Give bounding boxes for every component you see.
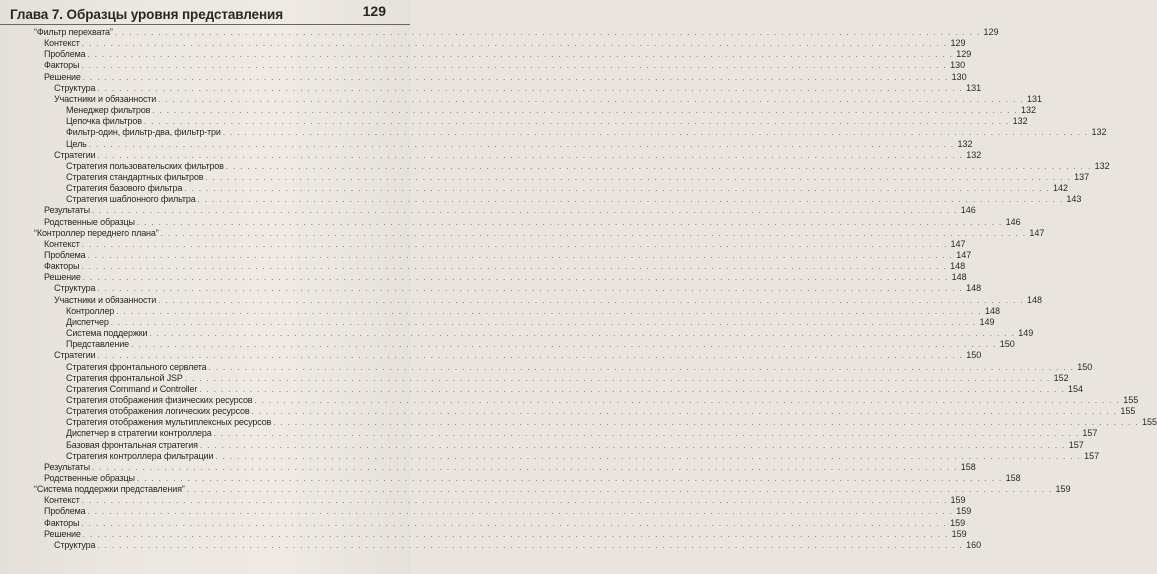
toc-leader-dots: . . . . . . . . . . . . . . . . . . . . . . . . . . . . . . . . . . . . . . . . . . . . . . . . . . . . . . . . . . . . . . . . . . . . . . . . . . . . . . . . . . . . . . . . . . . . . . . . . . . . . . . . . . . . . . . . . . . . . . . . xyxy=(97,150,964,160)
toc-entry-page: 146 xyxy=(960,205,976,216)
toc-entry-page: 148 xyxy=(984,305,1000,316)
toc-entry-title: Стратегия базового фильтра xyxy=(66,183,183,194)
toc-entry-page: 137 xyxy=(1074,171,1090,182)
toc-entry-page: 131 xyxy=(1026,93,1042,104)
toc-leader-dots: . . . . . . . . . . . . . . . . . . . . . . . . . . . . . . . . . . . . . . . . . . . . . . . . . . . . . . . . . . . . . . . . . . . . . . . . . . . . . . . . . . . . . . . . . . . . . . . . . . . . . . . . . . . . . . . . . . . . . . . . xyxy=(88,139,955,149)
toc-entry-page: 132 xyxy=(1021,105,1037,116)
toc-entry-page: 160 xyxy=(966,539,982,550)
toc-entry-title: Решение xyxy=(44,528,81,539)
toc-entry-title: Стратегия фронтального сервлета xyxy=(66,361,207,372)
toc-entry xyxy=(66,439,1084,451)
toc-leader-dots: . . . . . . . . . . . . . . . . . . . . . . . . . . . . . . . . . . . . . . . . . . . . . . . . . . . . . . . . . . . . . . . . . . . . . . . . . . . . . . . . . . . . . . . . . . . . . . . . . . . . . . . . . . . . . . . . . . . . . . . . xyxy=(81,39,948,49)
toc-entry-title: Стратегии xyxy=(54,350,96,361)
toc-entry-page: 152 xyxy=(1053,372,1069,383)
toc-leader-dots: . . . . . . . . . . . . . . . . . . . . . . . . . . . . . . . . . . . . . . . . . . . . . . . . . . . . . . . . . . . . . . . . . . . . . . . . . . . . . . . . . . . . . . . . . . . . . . . . . . . . . . . . . . . . . . . . . . . . . . . . xyxy=(87,251,954,260)
toc-entry-page: 155 xyxy=(1123,394,1139,405)
toc-leader-dots: . . . . . . . . . . . . . . . . . . . . . . . . . . . . . . . . . . . . . . . . . . . . . . . . . . . . . . . . . . . . . . . . . . . . . . . . . . . . . . . . . . . . . . . . . . . . . . . . . . . . . . . . . . . . . . . . . . . . . . . . xyxy=(81,518,948,528)
toc-entry xyxy=(66,383,1084,395)
toc-leader-dots: . . . . . . . . . . . . . . . . . . . . . . . . . . . . . . . . . . . . . . . . . . . . . . . . . . . . . . . . . . . . . . . . . . . . . . . . . . . . . . . . . . . . . . . . . . . . . . . . . . . . . . . . . . . . . . . . . . . . . . . . xyxy=(82,72,949,82)
toc-entry-page: 150 xyxy=(1077,361,1093,372)
toc-entry xyxy=(66,171,1090,183)
toc-entry-page: 157 xyxy=(1068,439,1084,450)
toc-entry-title: Структура xyxy=(54,539,96,550)
toc-entry-page: 159 xyxy=(951,528,967,539)
toc-entry-title: Система поддержки xyxy=(66,328,148,339)
toc-entry-page: 129 xyxy=(950,38,966,49)
toc-entry-page: 132 xyxy=(966,149,982,160)
toc-leader-dots: . . . . . . . . . . . . . . . . . . . . . . . . . . . . . . . . . . . . . . . . . . . . . . . . . . . . . . . . . . . . . . . . . . . . . . . . . . . . . . . . . . . . . . . . . . . . . . . . . . . . . . . . . . . . . . . . . . . . . . . . xyxy=(97,351,964,361)
toc-leader-dots: . . . . . . . . . . . . . . . . . . . . . . . . . . . . . . . . . . . . . . . . . . . . . . . . . . . . . . . . . . . . . . . . . . . . . . . . . . . . . . . . . . . . . . . . . . . . . . . . . . . . . . . . . . . . . . . . . . . . . . . . xyxy=(87,50,954,60)
toc-entry-page: 149 xyxy=(979,316,995,327)
toc-entry-title: Результаты xyxy=(44,205,90,216)
toc-entry-page: 148 xyxy=(1026,294,1042,305)
toc-leader-dots: . . . . . . . . . . . . . . . . . . . . . . . . . . . . . . . . . . . . . . . . . . . . . . . . . . . . . . . . . . . . . . . . . . . . . . . . . . . . . . . . . . . . . . . . . . . . . . . . . . . . . . . . . . . . . . . . . . . . . . . . xyxy=(186,485,1053,495)
toc-leader-dots: . . . . . . . . . . . . . . . . . . . . . . . . . . . . . . . . . . . . . . . . . . . . . . . . . . . . . . . . . . . . . . . . . . . . . . . . . . . . . . . . . . . . . . . . . . . . . . . . . . . . . . . . . . . . . . . . . . . . . . . . xyxy=(87,507,954,517)
toc-entry-title: Фильтр-один, фильтр-два, фильтр-три xyxy=(66,127,221,138)
toc-entry xyxy=(66,450,1100,462)
toc-entry-title: Контекст xyxy=(44,238,80,249)
toc-leader-dots: . . . . . . . . . . . . . . . . . . . . . . . . . . . . . . . . . . . . . . . . . . . . . . . . . . . . . . . . . . . . . . . . . . . . . . . . . . . . . . . . . . . . . . . . . . . . . . . . . . . . . . . . . . . . . . . . . . . . . . . . xyxy=(97,83,964,93)
toc-entry-title: Стратегия шаблонного фильтра xyxy=(66,194,196,205)
toc-entry xyxy=(44,473,1021,484)
toc-entry-title: Стратегия отображения физических ресурсов xyxy=(66,394,253,405)
toc-leader-dots: . . . . . . . . . . . . . . . . . . . . . . . . . . . . . . . . . . . . . . . . . . . . . . . . . . . . . . . . . . . . . . . . . . . . . . . . . . . . . . . . . . . . . . . . . . . . . . . . . . . . . . . . . . . . . . . . . . . . . . . . xyxy=(149,329,1016,339)
toc-entry xyxy=(66,105,1037,116)
toc-entry xyxy=(66,428,1098,439)
toc-entry xyxy=(66,194,1082,205)
toc-leader-dots: . . . . . . . . . . . . . . . . . . . . . . . . . . . . . . . . . . . . . . . . . . . . . . . . . . . . . . . . . . . . . . . . . . . . . . . . . . . . . . . . . . . . . . . . . . . . . . . . . . . . . . . . . . . . . . . . . . . . . . . . xyxy=(199,440,1066,450)
toc-entry xyxy=(44,216,1021,228)
toc-entry xyxy=(66,316,995,328)
toc-entry-page: 132 xyxy=(1012,116,1028,127)
toc-entry-page: 159 xyxy=(950,495,966,506)
toc-leader-dots: . . . . . . . . . . . . . . . . . . . . . . . . . . . . . . . . . . . . . . . . . . . . . . . . . . . . . . . . . . . . . . . . . . . . . . . . . . . . . . . . . . . . . . . . . . . . . . . . . . . . . . . . . . . . . . . . . . . . . . . . xyxy=(136,217,1003,227)
toc-entry-page: 159 xyxy=(1055,484,1071,495)
toc-leader-dots: . . . . . . . . . . . . . . . . . . . . . . . . . . . . . . . . . . . . . . . . . . . . . . . . . . . . . . . . . . . . . . . . . . . . . . . . . . . . . . . . . . . . . . . . . . . . . . . . . . . . . . . . . . . . . . . . . . . . . . . . xyxy=(143,117,1010,127)
toc-leader-dots: . . . . . . . . . . . . . . . . . . . . . . . . . . . . . . . . . . . . . . . . . . . . . . . . . . . . . . . . . . . . . . . . . . . . . . . . . . . . . . . . . . . . . . . . . . . . . . . . . . . . . . . . . . . . . . . . . . . . . . . . xyxy=(91,462,958,472)
toc-leader-dots: . . . . . . . . . . . . . . . . . . . . . . . . . . . . . . . . . . . . . . . . . . . . . . . . . . . . . . . . . . . . . . . . . . . . . . . . . . . . . . . . . . . . . . . . . . . . . . . . . . . . . . . . . . . . . . . . . . . . . . . . xyxy=(254,395,1121,405)
toc-entry-title: Контроллер xyxy=(66,305,115,316)
toc-entry-title: Цепочка фильтров xyxy=(66,116,142,127)
toc-entry-page: 157 xyxy=(1082,428,1098,439)
toc-entry-title: Структура xyxy=(54,283,96,294)
toc-leader-dots: . . . . . . . . . . . . . . . . . . . . . . . . . . . . . . . . . . . . . . . . . . . . . . . . . . . . . . . . . . . . . . . . . . . . . . . . . . . . . . . . . . . . . . . . . . . . . . . . . . . . . . . . . . . . . . . . . . . . . . . . xyxy=(130,340,997,350)
page-header xyxy=(0,4,410,25)
toc-entry-page: 132 xyxy=(1091,127,1107,138)
toc-entry xyxy=(66,394,1139,406)
toc-leader-dots: . . . . . . . . . . . . . . . . . . . . . . . . . . . . . . . . . . . . . . . . . . . . . . . . . . . . . . . . . . . . . . . . . . . . . . . . . . . . . . . . . . . . . . . . . . . . . . . . . . . . . . . . . . . . . . . . . . . . . . . . xyxy=(110,317,977,327)
toc-leader-dots: . . . . . . . . . . . . . . . . . . . . . . . . . . . . . . . . . . . . . . . . . . . . . . . . . . . . . . . . . . . . . . . . . . . . . . . . . . . . . . . . . . . . . . . . . . . . . . . . . . . . . . . . . . . . . . . . . . . . . . . . xyxy=(215,451,1082,461)
toc-entry-page: 132 xyxy=(1094,160,1110,171)
chapter-title: Глава 7. Образцы уровня представления xyxy=(10,7,283,22)
toc-entry-page: 130 xyxy=(950,60,966,71)
toc-entry-title: “Фильтр перехвата” xyxy=(34,27,113,37)
toc-entry-page: 132 xyxy=(957,138,973,149)
toc-entry-title: Результаты xyxy=(44,461,90,472)
toc-leader-dots: . . . . . . . . . . . . . . . . . . . . . . . . . . . . . . . . . . . . . . . . . . . . . . . . . . . . . . . . . . . . . . . . . . . . . . . . . . . . . . . . . . . . . . . . . . . . . . . . . . . . . . . . . . . . . . . . . . . . . . . . xyxy=(184,373,1051,383)
toc-leader-dots: . . . . . . . . . . . . . . . . . . . . . . . . . . . . . . . . . . . . . . . . . . . . . . . . . . . . . . . . . . . . . . . . . . . . . . . . . . . . . . . . . . . . . . . . . . . . . . . . . . . . . . . . . . . . . . . . . . . . . . . . xyxy=(205,172,1072,182)
toc-entry xyxy=(34,484,1071,495)
toc-entry xyxy=(44,205,976,216)
toc-entry-title: Решение xyxy=(44,71,81,82)
toc-entry xyxy=(66,328,1034,339)
toc-entry-page: 146 xyxy=(1005,216,1021,227)
toc-entry xyxy=(44,49,972,60)
toc-entry-title: Родственные образцы xyxy=(44,216,135,227)
toc-entry-title: Стратегии xyxy=(54,149,96,160)
toc-entry-page: 148 xyxy=(951,272,967,283)
toc-leader-dots: . . . . . . . . . . . . . . . . . . . . . . . . . . . . . . . . . . . . . . . . . . . . . . . . . . . . . . . . . . . . . . . . . . . . . . . . . . . . . . . . . . . . . . . . . . . . . . . . . . . . . . . . . . . . . . . . . . . . . . . . xyxy=(97,284,964,294)
toc-entry xyxy=(44,495,966,506)
toc-leader-dots: . . . . . . . . . . . . . . . . . . . . . . . . . . . . . . . . . . . . . . . . . . . . . . . . . . . . . . . . . . . . . . . . . . . . . . . . . . . . . . . . . . . . . . . . . . . . . . . . . . . . . . . . . . . . . . . . . . . . . . . . xyxy=(91,206,958,216)
toc-entry xyxy=(54,283,982,294)
toc-entry-page: 129 xyxy=(956,49,972,60)
toc-entry-page: 148 xyxy=(966,283,982,294)
page-number: 129 xyxy=(362,3,386,19)
toc-entry xyxy=(66,339,1015,350)
toc-entry-page: 148 xyxy=(950,261,966,272)
toc-entry xyxy=(54,539,982,551)
toc-entry xyxy=(34,27,999,38)
toc-entry-page: 158 xyxy=(960,461,976,472)
toc-entry-title: Родственные образцы xyxy=(44,473,135,483)
toc-entry-page: 157 xyxy=(1084,450,1100,461)
toc-entry-title: Представление xyxy=(66,339,129,350)
toc-entry-page: 131 xyxy=(966,82,982,93)
toc-entry-title: Участники и обязанности xyxy=(54,93,157,104)
toc-entry-title: Цель xyxy=(66,138,87,149)
toc-entry-page: 147 xyxy=(956,250,972,260)
toc-leader-dots: . . . . . . . . . . . . . . . . . . . . . . . . . . . . . . . . . . . . . . . . . . . . . . . . . . . . . . . . . . . . . . . . . . . . . . . . . . . . . . . . . . . . . . . . . . . . . . . . . . . . . . . . . . . . . . . . . . . . . . . . xyxy=(222,128,1089,138)
toc-entry xyxy=(66,372,1069,384)
toc-entry-page: 158 xyxy=(1005,473,1021,483)
toc-entry xyxy=(44,261,966,272)
toc-leader-dots: . . . . . . . . . . . . . . . . . . . . . . . . . . . . . . . . . . . . . . . . . . . . . . . . . . . . . . . . . . . . . . . . . . . . . . . . . . . . . . . . . . . . . . . . . . . . . . . . . . . . . . . . . . . . . . . . . . . . . . . . xyxy=(208,362,1075,372)
toc-entry xyxy=(66,406,1136,417)
toc-leader-dots: . . . . . . . . . . . . . . . . . . . . . . . . . . . . . . . . . . . . . . . . . . . . . . . . . . . . . . . . . . . . . . . . . . . . . . . . . . . . . . . . . . . . . . . . . . . . . . . . . . . . . . . . . . . . . . . . . . . . . . . . xyxy=(81,496,948,506)
toc-entry-title: Стратегия отображения логических ресурсов xyxy=(66,406,250,417)
toc-entry-page: 130 xyxy=(951,71,967,82)
toc-leader-dots: . . . . . . . . . . . . . . . . . . . . . . . . . . . . . . . . . . . . . . . . . . . . . . . . . . . . . . . . . . . . . . . . . . . . . . . . . . . . . . . . . . . . . . . . . . . . . . . . . . . . . . . . . . . . . . . . . . . . . . . . xyxy=(116,306,982,316)
toc-entry xyxy=(54,350,982,361)
toc-entry xyxy=(44,60,966,71)
toc-entry xyxy=(44,250,972,261)
toc-entry-title: Менеджер фильтров xyxy=(66,105,151,116)
toc-entry xyxy=(66,417,1157,428)
toc-entry xyxy=(66,305,1000,317)
toc-leader-dots: . . . . . . . . . . . . . . . . . . . . . . . . . . . . . . . . . . . . . . . . . . . . . . . . . . . . . . . . . . . . . . . . . . . . . . . . . . . . . . . . . . . . . . . . . . . . . . . . . . . . . . . . . . . . . . . . . . . . . . . . xyxy=(199,384,1066,394)
toc-leader-dots: . . . . . . . . . . . . . . . . . . . . . . . . . . . . . . . . . . . . . . . . . . . . . . . . . . . . . . . . . . . . . . . . . . . . . . . . . . . . . . . . . . . . . . . . . . . . . . . . . . . . . . . . . . . . . . . . . . . . . . . . xyxy=(225,161,1092,171)
toc-leader-dots: . . . . . . . . . . . . . . . . . . . . . . . . . . . . . . . . . . . . . . . . . . . . . . . . . . . . . . . . . . . . . . . . . . . . . . . . . . . . . . . . . . . . . . . . . . . . . . . . . . . . . . . . . . . . . . . . . . . . . . . . xyxy=(152,106,1019,116)
toc-leader-dots: . . . . . . . . . . . . . . . . . . . . . . . . . . . . . . . . . . . . . . . . . . . . . . . . . . . . . . . . . . . . . . . . . . . . . . . . . . . . . . . . . . . . . . . . . . . . . . . . . . . . . . . . . . . . . . . . . . . . . . . . xyxy=(273,418,1140,428)
toc-entry-page: 159 xyxy=(956,506,972,517)
toc-leader-dots: . . . . . . . . . . . . . . . . . . . . . . . . . . . . . . . . . . . . . . . . . . . . . . . . . . . . . . . . . . . . . . . . . . . . . . . . . . . . . . . . . . . . . . . . . . . . . . . . . . . . . . . . . . . . . . . . . . . . . . . . xyxy=(197,195,1064,205)
toc-entry-title: “Система поддержки представления” xyxy=(34,484,185,495)
toc-entry-title: Проблема xyxy=(44,506,86,517)
toc-entry xyxy=(34,227,1045,239)
toc-entry-page: 155 xyxy=(1141,417,1157,428)
toc-entry xyxy=(54,294,1042,306)
toc-entry-page: 147 xyxy=(1029,227,1045,238)
toc-leader-dots: . . . . . . . . . . . . . . . . . . . . . . . . . . . . . . . . . . . . . . . . . . . . . . . . . . . . . . . . . . . . . . . . . . . . . . . . . . . . . . . . . . . . . . . . . . . . . . . . . . . . . . . . . . . . . . . . . . . . . . . . xyxy=(158,295,1024,305)
toc-leader-dots: . . . . . . . . . . . . . . . . . . . . . . . . . . . . . . . . . . . . . . . . . . . . . . . . . . . . . . . . . . . . . . . . . . . . . . . . . . . . . . . . . . . . . . . . . . . . . . . . . . . . . . . . . . . . . . . . . . . . . . . . xyxy=(82,273,949,283)
toc-entry xyxy=(44,38,966,49)
toc-entry-page: 143 xyxy=(1066,194,1082,205)
toc-entry xyxy=(44,517,966,529)
toc-entry-title: Факторы xyxy=(44,60,80,71)
toc-entry-title: Контекст xyxy=(44,38,80,49)
toc-leader-dots: . . . . . . . . . . . . . . . . . . . . . . . . . . . . . . . . . . . . . . . . . . . . . . . . . . . . . . . . . . . . . . . . . . . . . . . . . . . . . . . . . . . . . . . . . . . . . . . . . . . . . . . . . . . . . . . . . . . . . . . . xyxy=(160,228,1027,238)
toc-leader-dots: . . . . . . . . . . . . . . . . . . . . . . . . . . . . . . . . . . . . . . . . . . . . . . . . . . . . . . . . . . . . . . . . . . . . . . . . . . . . . . . . . . . . . . . . . . . . . . . . . . . . . . . . . . . . . . . . . . . . . . . . xyxy=(82,529,949,539)
toc-entry-title: “Контроллер переднего плана” xyxy=(34,227,159,238)
toc-entry-page: 149 xyxy=(1018,328,1034,339)
toc-entry xyxy=(44,272,967,283)
toc-entry xyxy=(54,149,982,161)
toc-entry xyxy=(44,71,967,83)
toc-entry-page: 129 xyxy=(983,27,999,37)
toc-leader-dots: . . . . . . . . . . . . . . . . . . . . . . . . . . . . . . . . . . . . . . . . . . . . . . . . . . . . . . . . . . . . . . . . . . . . . . . . . . . . . . . . . . . . . . . . . . . . . . . . . . . . . . . . . . . . . . . . . . . . . . . . xyxy=(81,61,948,71)
toc-entry-title: Диспетчер в стратегии контроллера xyxy=(66,428,212,439)
toc-entry-title: Стратегия контроллера фильтрации xyxy=(66,450,214,461)
toc-entry-title: Стратегия стандартных фильтров xyxy=(66,171,204,182)
toc-leader-dots: . . . . . . . . . . . . . . . . . . . . . . . . . . . . . . . . . . . . . . . . . . . . . . . . . . . . . . . . . . . . . . . . . . . . . . . . . . . . . . . . . . . . . . . . . . . . . . . . . . . . . . . . . . . . . . . . . . . . . . . . xyxy=(81,262,948,272)
toc-entry xyxy=(66,361,1093,373)
toc-leader-dots: . . . . . . . . . . . . . . . . . . . . . . . . . . . . . . . . . . . . . . . . . . . . . . . . . . . . . . . . . . . . . . . . . . . . . . . . . . . . . . . . . . . . . . . . . . . . . . . . . . . . . . . . . . . . . . . . . . . . . . . . xyxy=(81,239,948,249)
toc-entry-page: 154 xyxy=(1068,383,1084,394)
toc-entry xyxy=(66,116,1028,127)
toc-leader-dots: . . . . . . . . . . . . . . . . . . . . . . . . . . . . . . . . . . . . . . . . . . . . . . . . . . . . . . . . . . . . . . . . . . . . . . . . . . . . . . . . . . . . . . . . . . . . . . . . . . . . . . . . . . . . . . . . . . . . . . . . xyxy=(184,184,1051,194)
toc-entry-title: Решение xyxy=(44,272,81,283)
toc-entry-title: Стратегия фронтальной JSP xyxy=(66,372,183,383)
toc-leader-dots: . . . . . . . . . . . . . . . . . . . . . . . . . . . . . . . . . . . . . . . . . . . . . . . . . . . . . . . . . . . . . . . . . . . . . . . . . . . . . . . . . . . . . . . . . . . . . . . . . . . . . . . . . . . . . . . . . . . . . . . . xyxy=(97,540,964,550)
toc-entry-title: Диспетчер xyxy=(66,316,109,327)
toc-leader-dots: . . . . . . . . . . . . . . . . . . . . . . . . . . . . . . . . . . . . . . . . . . . . . . . . . . . . . . . . . . . . . . . . . . . . . . . . . . . . . . . . . . . . . . . . . . . . . . . . . . . . . . . . . . . . . . . . . . . . . . . . xyxy=(136,474,1003,483)
toc-entry-page: 147 xyxy=(950,238,966,249)
toc-entry xyxy=(54,82,982,94)
toc-leader-dots: . . . . . . . . . . . . . . . . . . . . . . . . . . . . . . . . . . . . . . . . . . . . . . . . . . . . . . . . . . . . . . . . . . . . . . . . . . . . . . . . . . . . . . . . . . . . . . . . . . . . . . . . . . . . . . . . . . . . . . . . xyxy=(251,407,1118,417)
toc-entry-title: Факторы xyxy=(44,261,80,272)
toc-entry-title: Базовая фронтальная стратегия xyxy=(66,439,198,450)
toc-entry-title: Участники и обязанности xyxy=(54,294,157,305)
toc-entry-title: Факторы xyxy=(44,517,80,528)
toc-entry xyxy=(66,160,1110,172)
toc-entry-title: Проблема xyxy=(44,49,86,60)
toc-leader-dots: . . . . . . . . . . . . . . . . . . . . . . . . . . . . . . . . . . . . . . . . . . . . . . . . . . . . . . . . . . . . . . . . . . . . . . . . . . . . . . . . . . . . . . . . . . . . . . . . . . . . . . . . . . . . . . . . . . . . . . . . xyxy=(213,429,1080,439)
toc-entry-page: 142 xyxy=(1053,183,1069,194)
toc-entry xyxy=(66,138,973,150)
toc-leader-dots: . . . . . . . . . . . . . . . . . . . . . . . . . . . . . . . . . . . . . . . . . . . . . . . . . . . . . . . . . . . . . . . . . . . . . . . . . . . . . . . . . . . . . . . . . . . . . . . . . . . . . . . . . . . . . . . . . . . . . . . . xyxy=(114,28,981,37)
toc-entry xyxy=(44,528,967,540)
toc-entry-title: Стратегия отображения мультиплексных ресурсов xyxy=(66,417,272,428)
toc-entry-page: 155 xyxy=(1120,406,1136,417)
toc-entry xyxy=(44,506,972,517)
toc-entry-title: Стратегия пользовательских фильтров xyxy=(66,160,224,171)
toc-entry-page: 159 xyxy=(950,517,966,528)
toc-entry-page: 150 xyxy=(999,339,1015,350)
toc-leader-dots: . . . . . . . . . . . . . . . . . . . . . . . . . . . . . . . . . . . . . . . . . . . . . . . . . . . . . . . . . . . . . . . . . . . . . . . . . . . . . . . . . . . . . . . . . . . . . . . . . . . . . . . . . . . . . . . . . . . . . . . . xyxy=(158,94,1024,104)
toc-entry-title: Стратегия Command и Controller xyxy=(66,383,198,394)
toc-entry-title: Структура xyxy=(54,82,96,93)
toc-entry-title: Проблема xyxy=(44,250,86,260)
toc-entry xyxy=(44,461,976,473)
toc-entry xyxy=(66,127,1107,138)
toc-entry-page: 150 xyxy=(966,350,982,361)
toc-entry xyxy=(44,238,966,250)
toc-entry xyxy=(54,93,1042,105)
toc-entry xyxy=(66,183,1069,194)
toc-entry-title: Контекст xyxy=(44,495,80,506)
